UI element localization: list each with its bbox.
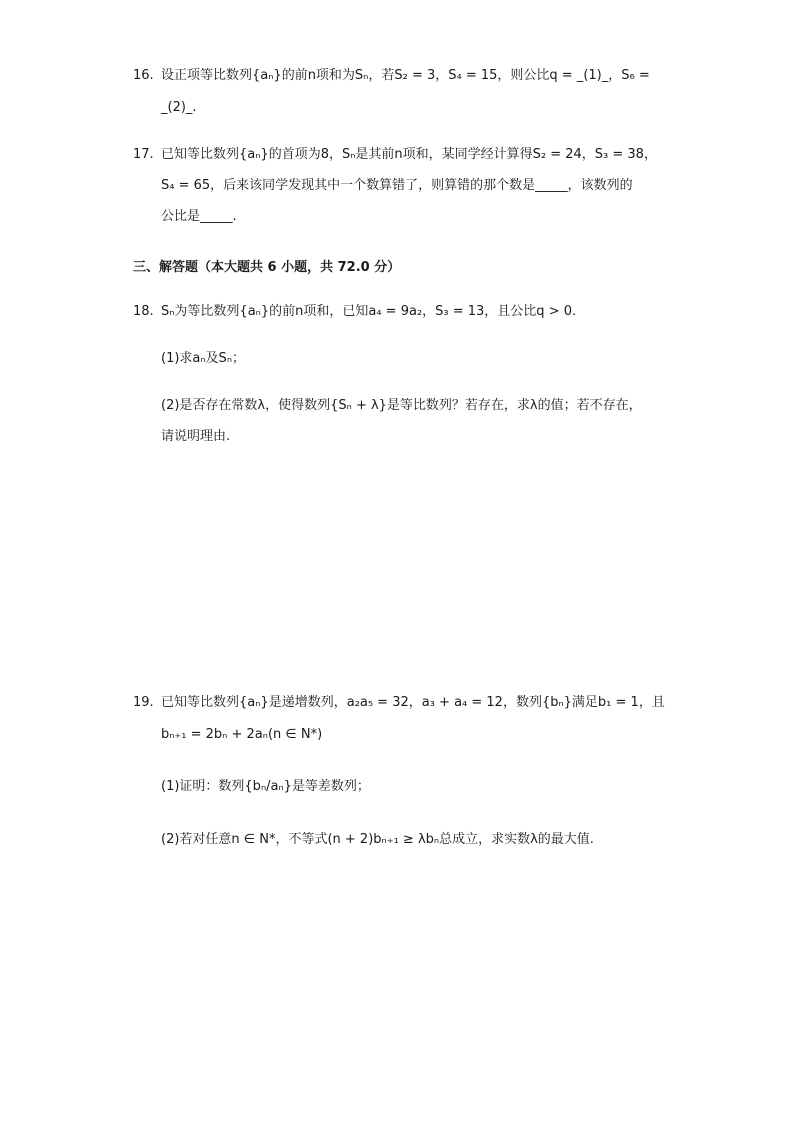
sub-question: (1)求aₙ及Sₙ；: [161, 351, 245, 366]
sub-question: 请说明理由.: [161, 429, 231, 444]
question-text-line: S₄ = 65，后来该同学发现其中一个数算错了，则算错的那个数是_____，该数列的: [161, 178, 633, 193]
question-text-line: bₙ₊₁ = 2bₙ + 2aₙ(n ∈ N*): [161, 727, 323, 742]
question-text-line: _(2)_.: [161, 100, 197, 115]
sub-question: (2)若对任意n ∈ N*，不等式(n + 2)bₙ₊₁ ≥ λbₙ总成立，求实数λ的最大值.: [161, 832, 594, 847]
question-text-line: 已知等比数列{aₙ}是递增数列，a₂a₅ = 32，a₃ + a₄ = 12，数列{bₙ}满足b₁ = 1，且: [161, 695, 665, 710]
question-text-line: Sₙ为等比数列{aₙ}的前n项和，已知a₄ = 9a₂，S₃ = 13，且公比q > 0.: [161, 304, 577, 319]
sub-question: (2)是否存在常数λ，使得数列{Sₙ + λ}是等比数列？若存在，求λ的值；若不存在，: [161, 398, 642, 413]
question-number: 16.: [133, 68, 154, 83]
section-heading: 三、解答题（本大题共 6 小题，共 72.0 分）: [133, 260, 401, 275]
sub-question: (1)证明：数列{bₙ/aₙ}是等差数列；: [161, 779, 370, 794]
question-number: 18.: [133, 304, 154, 319]
question-text-line: 设正项等比数列{aₙ}的前n项和为Sₙ，若S₂ = 3，S₄ = 15，则公比q = _(1)_，S₆ =: [161, 68, 650, 83]
question-text-line: 已知等比数列{aₙ}的首项为8，Sₙ是其前n项和，某同学经计算得S₂ = 24，S₃ = 38，: [161, 147, 657, 162]
question-text-line: 公比是_____.: [161, 209, 237, 224]
question-number: 19.: [133, 695, 154, 710]
question-number: 17.: [133, 147, 154, 162]
